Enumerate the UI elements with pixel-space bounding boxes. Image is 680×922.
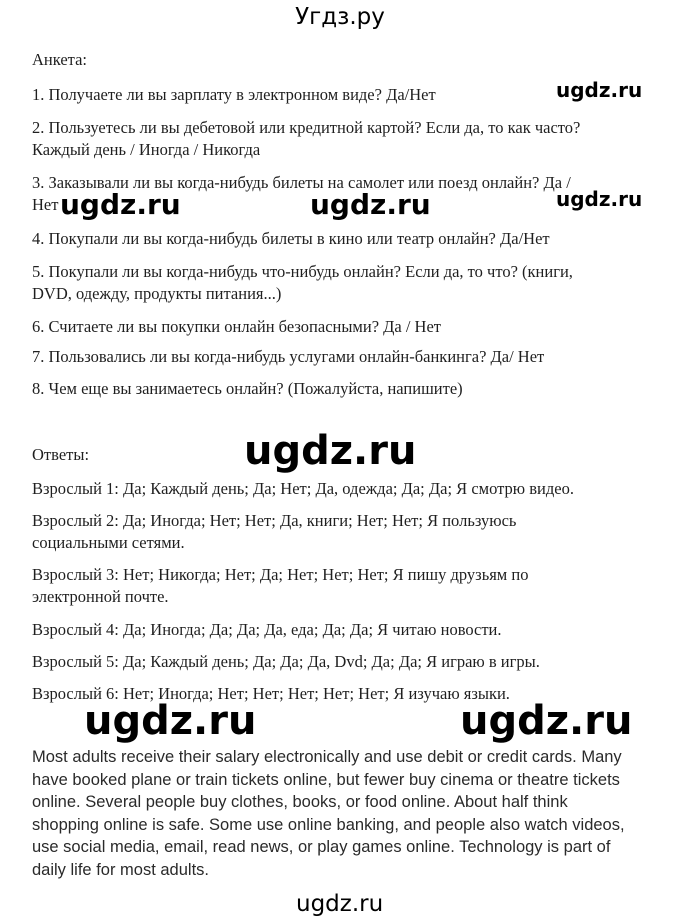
answer-adult-4: Взрослый 4: Да; Иногда; Да; Да; Да, еда; Да; Да; Я читаю новости. bbox=[32, 620, 502, 639]
question-2-line-1: 2. Пользуетесь ли вы дебетовой или кредитной картой? Если да, то как часто? bbox=[32, 118, 581, 137]
answer-adult-2-line-2: социальными сетями. bbox=[32, 533, 185, 552]
watermark: ugdz.ru bbox=[556, 187, 643, 211]
site-title: Угдз.ру bbox=[295, 4, 385, 30]
summary-line-4: shopping online is safe. Some use online banking, and people also watch videos, bbox=[32, 815, 625, 834]
english-summary bbox=[32, 746, 652, 882]
question-8: 8. Чем еще вы занимаетесь онлайн? (Пожалуйста, напишите) bbox=[32, 379, 463, 398]
summary-line-6: daily life for most adults. bbox=[32, 860, 209, 879]
watermark: ugdz.ru bbox=[60, 188, 181, 221]
question-3-line-2: Нет bbox=[32, 195, 59, 214]
answer-adult-3-line-1: Взрослый 3: Нет; Никогда; Нет; Да; Нет; Нет; Нет; Я пишу друзьям по bbox=[32, 565, 529, 584]
answer-adult-5: Взрослый 5: Да; Каждый день; Да; Да; Да, Dvd; Да; Да; Я играю в игры. bbox=[32, 652, 540, 671]
survey-heading: Анкета: bbox=[32, 50, 87, 69]
answer-adult-1: Взрослый 1: Да; Каждый день; Да; Нет; Да, одежда; Да; Да; Я смотрю видео. bbox=[32, 479, 574, 498]
question-5-line-2: DVD, одежду, продукты питания...) bbox=[32, 284, 282, 303]
watermark: ugdz.ru bbox=[310, 188, 431, 221]
answer-adult-2-line-1: Взрослый 2: Да; Иногда; Нет; Нет; Да, книги; Нет; Нет; Я пользуюсь bbox=[32, 511, 517, 530]
question-2-line-2: Каждый день / Иногда / Никогда bbox=[32, 140, 261, 159]
question-3-line-1: 3. Заказывали ли вы когда-нибудь билеты на самолет или поезд онлайн? Да / bbox=[32, 173, 571, 192]
summary-line-1: Most adults receive their salary electronically and use debit or credit cards. Many bbox=[32, 748, 622, 766]
question-6: 6. Считаете ли вы покупки онлайн безопасными? Да / Нет bbox=[32, 317, 442, 336]
question-7: 7. Пользовались ли вы когда-нибудь услугами онлайн-банкинга? Да/ Нет bbox=[32, 347, 545, 366]
watermark: ugdz.ru bbox=[84, 698, 257, 744]
answer-adult-6: Взрослый 6: Нет; Иногда; Нет; Нет; Нет; Нет; Нет; Я изучаю языки. bbox=[32, 684, 510, 703]
summary-line-5: use social media, email, read news, or play games online. Technology is part of bbox=[32, 838, 611, 857]
summary-line-2: have booked plane or train tickets online, but fewer buy cinema or theatre tickets bbox=[32, 770, 620, 789]
summary-line-3: online. Several people buy clothes, books, or food online. About half think bbox=[32, 793, 568, 812]
answer-adult-3-line-2: электронной почте. bbox=[32, 587, 169, 606]
question-5-line-1: 5. Покупали ли вы когда-нибудь что-нибудь онлайн? Если да, то что? (книги, bbox=[32, 262, 573, 281]
watermark: ugdz.ru bbox=[244, 428, 417, 474]
question-1: 1. Получаете ли вы зарплату в электронном виде? Да/Нет bbox=[32, 85, 436, 104]
answers-heading: Ответы: bbox=[32, 445, 90, 464]
question-4: 4. Покупали ли вы когда-нибудь билеты в кино или театр онлайн? Да/Нет bbox=[32, 229, 550, 248]
watermark: ugdz.ru bbox=[460, 698, 633, 744]
watermark: ugdz.ru bbox=[556, 78, 643, 102]
watermark: ugdz.ru bbox=[296, 891, 384, 917]
